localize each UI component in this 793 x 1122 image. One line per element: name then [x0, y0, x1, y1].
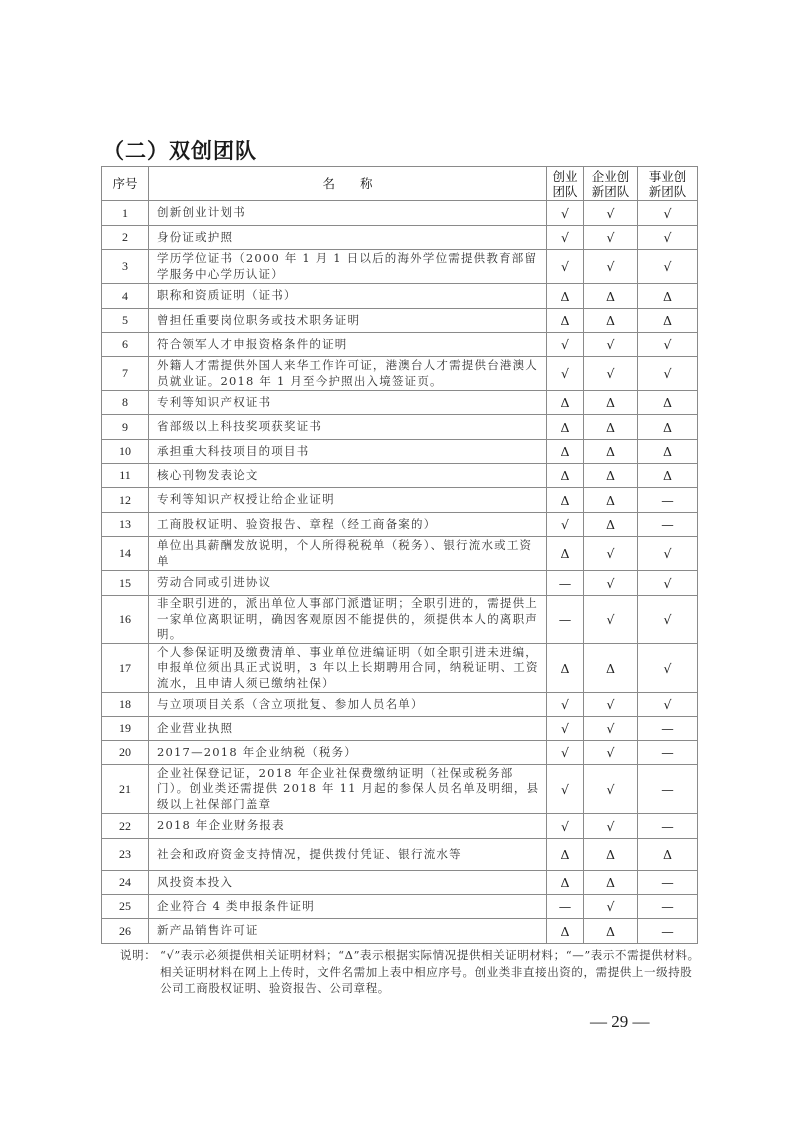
- table-row: [102, 895, 698, 919]
- table-row: [102, 765, 698, 814]
- header-startup-team-line2: 团队: [552, 183, 578, 199]
- row-name: 身份证或护照: [149, 226, 547, 250]
- row-index: 19: [102, 717, 149, 741]
- row-index: 12: [102, 488, 149, 513]
- table-row: [102, 717, 698, 741]
- row-enterprise-team-mark: √: [584, 226, 638, 250]
- row-index: 8: [102, 391, 149, 415]
- row-index: 17: [102, 644, 149, 693]
- requirements-table: [101, 166, 698, 944]
- row-name: 企业社保登记证，2018 年企业社保费缴纳证明（社保或税务部门）。创业类还需提供 2018 年 11 月起的参保人员名单及明细，县级以上社保部门盖章: [149, 765, 547, 814]
- table-header-row: [102, 167, 698, 201]
- row-institution-team-mark: —: [638, 871, 698, 895]
- row-name: 核心刊物发表论文: [149, 464, 547, 488]
- table-row: [102, 250, 698, 284]
- note-label: 说明：: [120, 948, 157, 962]
- row-institution-team-mark: Δ: [638, 391, 698, 415]
- row-name: 单位出具薪酬发放说明，个人所得税税单（税务）、银行流水或工资单: [149, 537, 547, 571]
- row-enterprise-team-mark: Δ: [584, 309, 638, 333]
- row-enterprise-team-mark: Δ: [584, 464, 638, 488]
- row-institution-team-mark: √: [638, 250, 698, 284]
- row-startup-team-mark: Δ: [547, 537, 584, 571]
- row-startup-team-mark: √: [547, 513, 584, 537]
- row-institution-team-mark: √: [638, 571, 698, 596]
- row-enterprise-team-mark: √: [584, 895, 638, 919]
- row-index: 24: [102, 871, 149, 895]
- row-name: 2017—2018 年企业纳税（税务）: [149, 741, 547, 765]
- table-row: [102, 309, 698, 333]
- table-row: [102, 284, 698, 309]
- row-startup-team-mark: Δ: [547, 309, 584, 333]
- row-index: 7: [102, 357, 149, 391]
- table-row: [102, 919, 698, 944]
- row-name: 外籍人才需提供外国人来华工作许可证，港澳台人才需提供台港澳人员就业证。2018 年 1 月至今护照出入境签证页。: [149, 357, 547, 391]
- page-number: — 29 —: [590, 1012, 650, 1031]
- row-name: 与立项项目关系（含立项批复、参加人员名单）: [149, 693, 547, 717]
- row-institution-team-mark: √: [638, 596, 698, 644]
- row-startup-team-mark: Δ: [547, 919, 584, 944]
- row-name: 专利等知识产权授让给企业证明: [149, 488, 547, 513]
- section-title: （二）双创团队: [103, 139, 257, 163]
- row-index: 15: [102, 571, 149, 596]
- row-index: 14: [102, 537, 149, 571]
- row-startup-team-mark: √: [547, 814, 584, 839]
- header-institution-team: [638, 167, 698, 201]
- row-institution-team-mark: —: [638, 765, 698, 814]
- row-startup-team-mark: Δ: [547, 284, 584, 309]
- row-name: 劳动合同或引进协议: [149, 571, 547, 596]
- row-index: 20: [102, 741, 149, 765]
- row-index: 23: [102, 839, 149, 871]
- row-enterprise-team-mark: Δ: [584, 391, 638, 415]
- row-institution-team-mark: —: [638, 717, 698, 741]
- row-name: 职称和资质证明（证书）: [149, 284, 547, 309]
- header-enterprise-team-line2: 新团队: [591, 183, 630, 199]
- row-index: 9: [102, 415, 149, 440]
- header-name-text: 名 称: [322, 176, 373, 191]
- row-enterprise-team-mark: √: [584, 333, 638, 357]
- row-enterprise-team-mark: √: [584, 765, 638, 814]
- table-row: [102, 644, 698, 693]
- row-name: 企业符合 4 类申报条件证明: [149, 895, 547, 919]
- row-startup-team-mark: Δ: [547, 488, 584, 513]
- row-index: 25: [102, 895, 149, 919]
- row-index: 16: [102, 596, 149, 644]
- row-institution-team-mark: Δ: [638, 284, 698, 309]
- row-index: 10: [102, 440, 149, 464]
- row-name: 2018 年企业财务报表: [149, 814, 547, 839]
- row-name: 曾担任重要岗位职务或技术职务证明: [149, 309, 547, 333]
- row-enterprise-team-mark: √: [584, 814, 638, 839]
- row-index: 5: [102, 309, 149, 333]
- header-startup-team: [547, 167, 584, 201]
- row-startup-team-mark: Δ: [547, 391, 584, 415]
- row-name: 创新创业计划书: [149, 201, 547, 226]
- row-startup-team-mark: Δ: [547, 871, 584, 895]
- row-institution-team-mark: —: [638, 488, 698, 513]
- row-startup-team-mark: √: [547, 357, 584, 391]
- row-startup-team-mark: Δ: [547, 440, 584, 464]
- row-enterprise-team-mark: √: [584, 571, 638, 596]
- row-startup-team-mark: √: [547, 201, 584, 226]
- row-startup-team-mark: —: [547, 571, 584, 596]
- row-enterprise-team-mark: Δ: [584, 644, 638, 693]
- table-row: [102, 741, 698, 765]
- header-index: 序号: [102, 167, 149, 201]
- note: [120, 947, 700, 997]
- row-institution-team-mark: Δ: [638, 839, 698, 871]
- table-body: [102, 201, 698, 944]
- row-institution-team-mark: √: [638, 537, 698, 571]
- row-index: 2: [102, 226, 149, 250]
- row-enterprise-team-mark: Δ: [584, 415, 638, 440]
- row-index: 1: [102, 201, 149, 226]
- row-enterprise-team-mark: Δ: [584, 871, 638, 895]
- row-institution-team-mark: —: [638, 741, 698, 765]
- table-row: [102, 839, 698, 871]
- row-index: 21: [102, 765, 149, 814]
- row-institution-team-mark: √: [638, 357, 698, 391]
- header-startup-team-line1: 创业: [552, 168, 578, 184]
- row-startup-team-mark: —: [547, 895, 584, 919]
- row-index: 22: [102, 814, 149, 839]
- row-startup-team-mark: Δ: [547, 415, 584, 440]
- row-enterprise-team-mark: √: [584, 357, 638, 391]
- header-name: [149, 167, 547, 201]
- row-institution-team-mark: Δ: [638, 309, 698, 333]
- row-name: 专利等知识产权证书: [149, 391, 547, 415]
- row-institution-team-mark: Δ: [638, 464, 698, 488]
- row-startup-team-mark: —: [547, 596, 584, 644]
- table-row: [102, 226, 698, 250]
- header-enterprise-team-line1: 企业创: [591, 168, 630, 184]
- row-enterprise-team-mark: Δ: [584, 513, 638, 537]
- table-row: [102, 871, 698, 895]
- row-institution-team-mark: —: [638, 513, 698, 537]
- row-startup-team-mark: √: [547, 741, 584, 765]
- row-enterprise-team-mark: √: [584, 717, 638, 741]
- row-enterprise-team-mark: √: [584, 596, 638, 644]
- row-institution-team-mark: √: [638, 693, 698, 717]
- table-row: [102, 333, 698, 357]
- row-index: 18: [102, 693, 149, 717]
- row-startup-team-mark: √: [547, 765, 584, 814]
- table-row: [102, 596, 698, 644]
- header-institution-team-line1: 事业创: [648, 168, 687, 184]
- row-institution-team-mark: —: [638, 895, 698, 919]
- row-name: 省部级以上科技奖项获奖证书: [149, 415, 547, 440]
- row-name: 个人参保证明及缴费清单、事业单位进编证明（如全职引进未进编，申报单位须出具正式说明，3 年以上长期聘用合同，纳税证明、工资流水，且申请人须已缴纳社保）: [149, 644, 547, 693]
- row-index: 4: [102, 284, 149, 309]
- row-enterprise-team-mark: Δ: [584, 919, 638, 944]
- row-institution-team-mark: √: [638, 226, 698, 250]
- table-row: [102, 201, 698, 226]
- row-index: 11: [102, 464, 149, 488]
- row-index: 13: [102, 513, 149, 537]
- row-institution-team-mark: —: [638, 919, 698, 944]
- row-startup-team-mark: Δ: [547, 644, 584, 693]
- row-name: 承担重大科技项目的项目书: [149, 440, 547, 464]
- row-enterprise-team-mark: Δ: [584, 284, 638, 309]
- table-row: [102, 357, 698, 391]
- row-enterprise-team-mark: √: [584, 201, 638, 226]
- row-name: 企业营业执照: [149, 717, 547, 741]
- row-startup-team-mark: √: [547, 333, 584, 357]
- row-institution-team-mark: √: [638, 201, 698, 226]
- row-name: 风投资本投入: [149, 871, 547, 895]
- row-enterprise-team-mark: Δ: [584, 440, 638, 464]
- row-index: 26: [102, 919, 149, 944]
- row-startup-team-mark: √: [547, 693, 584, 717]
- row-enterprise-team-mark: √: [584, 741, 638, 765]
- row-name: 学历学位证书（2000 年 1 月 1 日以后的海外学位需提供教育部留学服务中心学历认证）: [149, 250, 547, 284]
- row-name: 社会和政府资金支持情况，提供拨付凭证、银行流水等: [149, 839, 547, 871]
- row-name: 新产品销售许可证: [149, 919, 547, 944]
- row-enterprise-team-mark: √: [584, 537, 638, 571]
- row-institution-team-mark: Δ: [638, 440, 698, 464]
- row-institution-team-mark: √: [638, 333, 698, 357]
- row-enterprise-team-mark: √: [584, 693, 638, 717]
- row-enterprise-team-mark: √: [584, 250, 638, 284]
- table-row: [102, 693, 698, 717]
- table-row: [102, 464, 698, 488]
- table-row: [102, 391, 698, 415]
- row-enterprise-team-mark: Δ: [584, 839, 638, 871]
- table-row: [102, 513, 698, 537]
- row-institution-team-mark: —: [638, 814, 698, 839]
- row-name: 工商股权证明、验资报告、章程（经工商备案的）: [149, 513, 547, 537]
- row-name: 非全职引进的，派出单位人事部门派遣证明；全职引进的，需提供上一家单位离职证明，确因客观原因不能提供的，须提供本人的离职声明。: [149, 596, 547, 644]
- row-startup-team-mark: √: [547, 226, 584, 250]
- table-row: [102, 488, 698, 513]
- header-enterprise-team: [584, 167, 638, 201]
- header-institution-team-line2: 新团队: [648, 183, 687, 199]
- row-startup-team-mark: Δ: [547, 464, 584, 488]
- row-enterprise-team-mark: Δ: [584, 488, 638, 513]
- row-name: 符合领军人才申报资格条件的证明: [149, 333, 547, 357]
- table-row: [102, 415, 698, 440]
- table-row: [102, 440, 698, 464]
- note-text: “√”表示必须提供相关证明材料；“Δ”表示根据实际情况提供相关证明材料；“—”表示不需提供材料。相关证明材料在网上上传时，文件名需加上表中相应序号。创业类非直接出资的，需提供上一级持股公司工商股权证明、验资报告、公司章程。: [160, 948, 700, 995]
- row-institution-team-mark: √: [638, 644, 698, 693]
- table-row: [102, 571, 698, 596]
- row-institution-team-mark: Δ: [638, 415, 698, 440]
- row-index: 3: [102, 250, 149, 284]
- row-index: 6: [102, 333, 149, 357]
- row-startup-team-mark: √: [547, 717, 584, 741]
- row-startup-team-mark: Δ: [547, 839, 584, 871]
- table-row: [102, 537, 698, 571]
- row-startup-team-mark: √: [547, 250, 584, 284]
- table-row: [102, 814, 698, 839]
